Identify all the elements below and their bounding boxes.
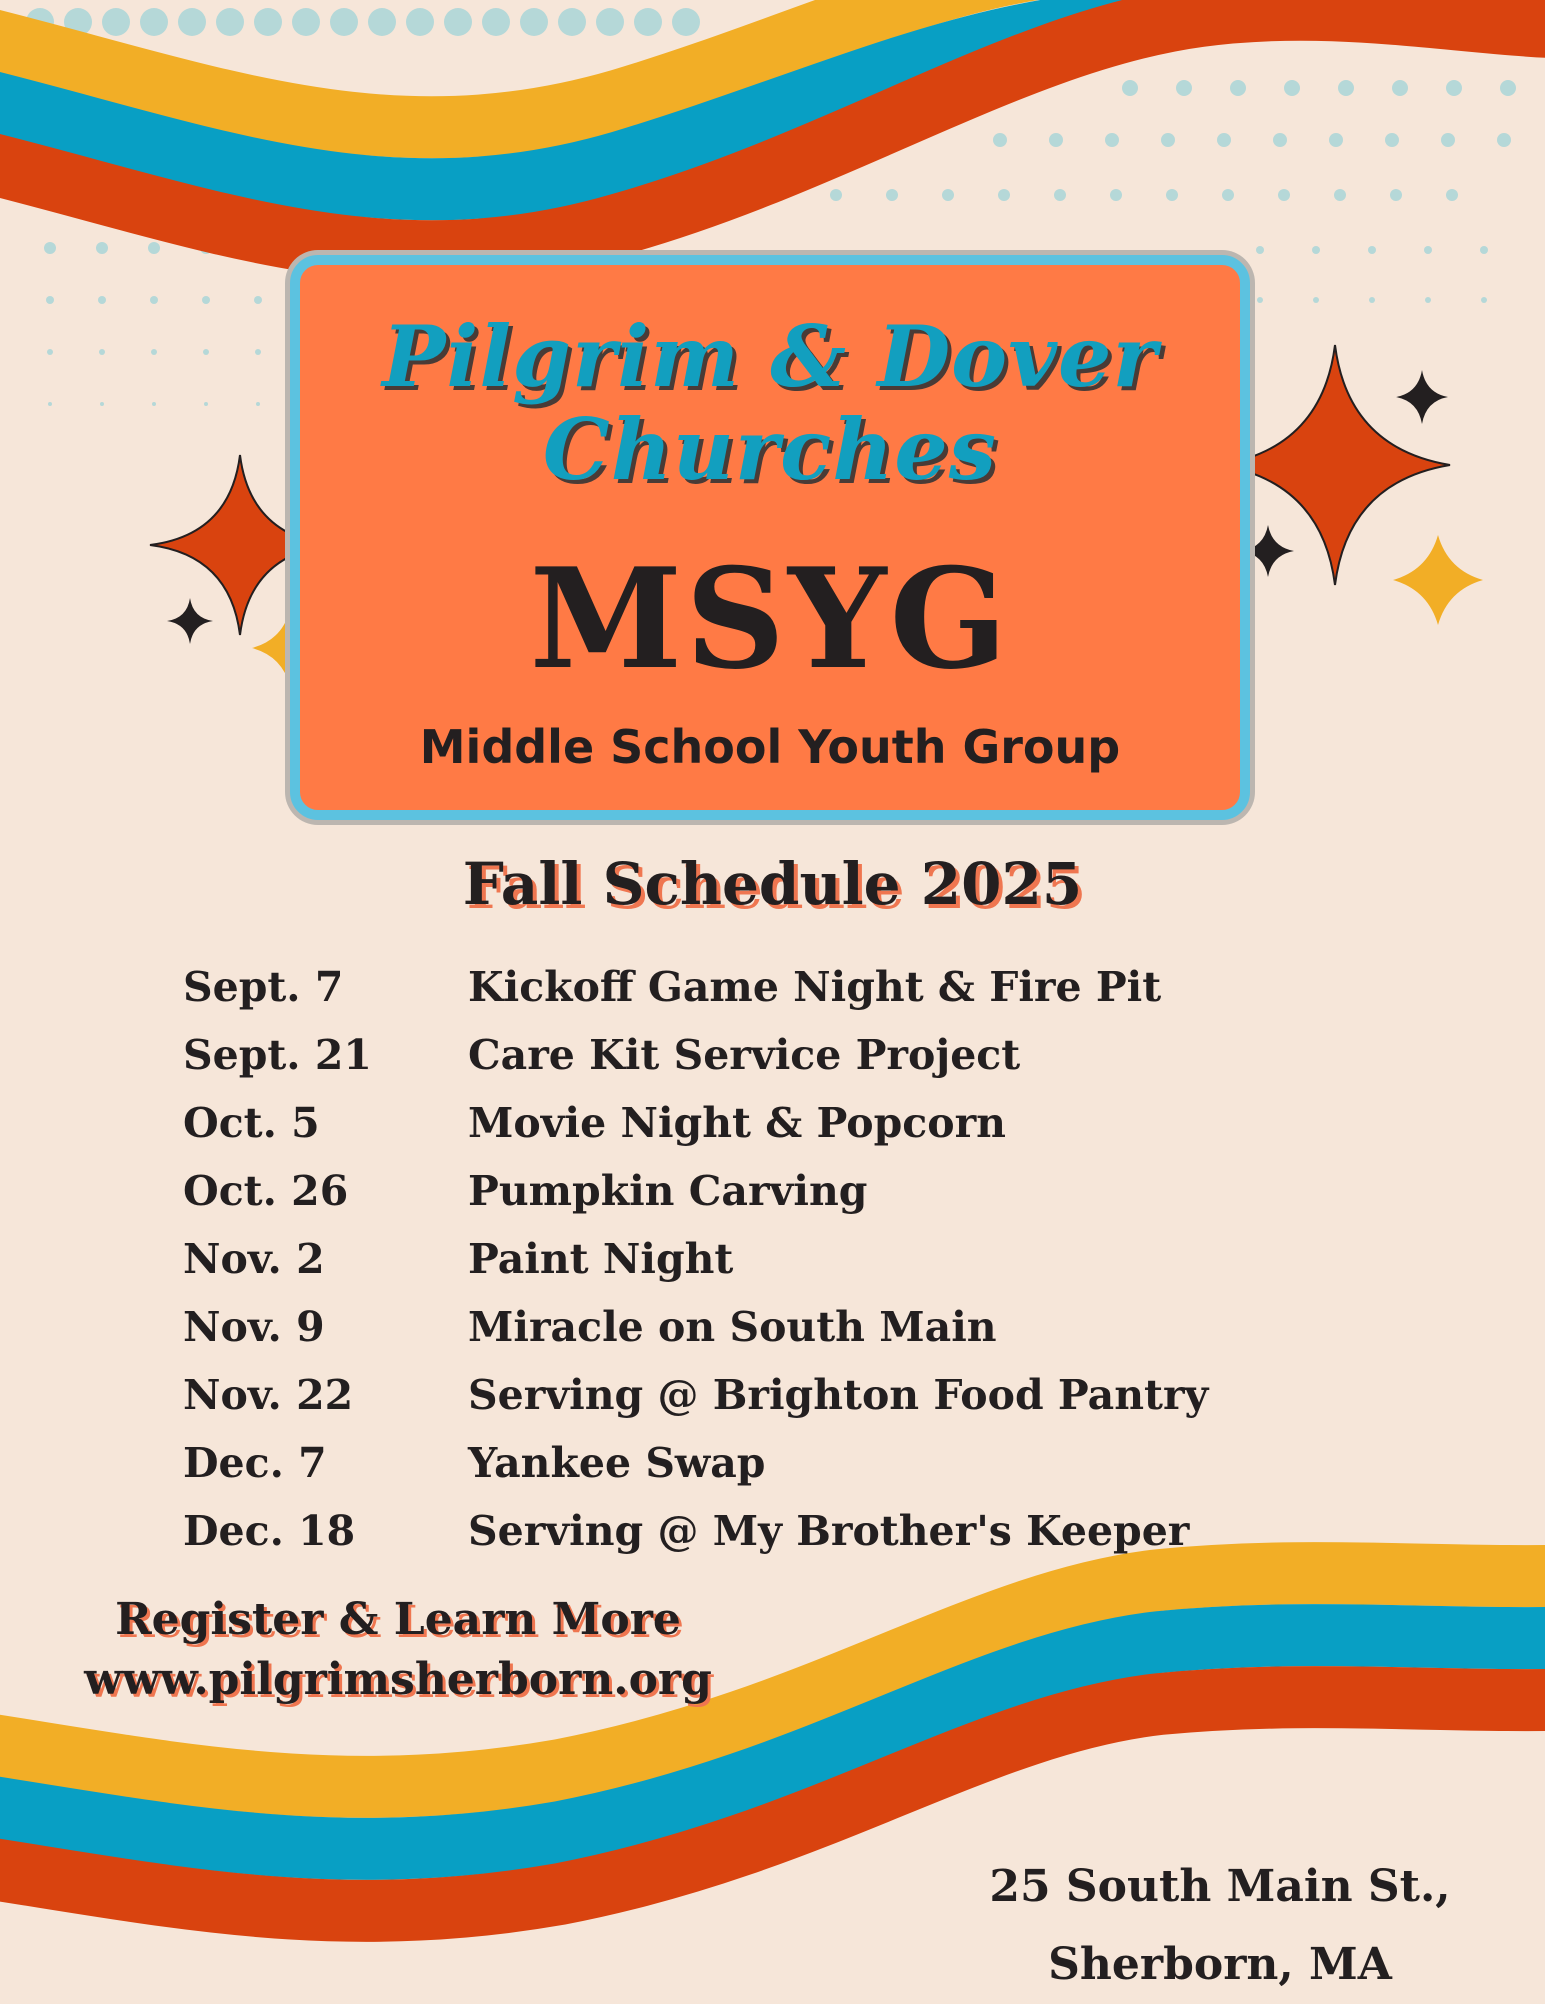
halftone-dot: [1368, 246, 1376, 254]
schedule-event: Movie Night & Popcorn: [468, 1099, 1006, 1147]
website-link[interactable]: www.pilgrimsherborn.org: [84, 1654, 712, 1705]
halftone-dot: [1441, 133, 1455, 147]
halftone-dot: [1166, 189, 1178, 201]
halftone-dot: [1122, 80, 1138, 96]
halftone-dot: [178, 8, 206, 36]
halftone-dot: [444, 8, 472, 36]
halftone-dot: [203, 349, 209, 355]
schedule-event: Yankee Swap: [468, 1439, 766, 1487]
group-subtitle: Middle School Youth Group: [419, 720, 1121, 774]
halftone-dot: [1446, 80, 1462, 96]
schedule-date: Nov. 9: [183, 1303, 325, 1351]
halftone-dot: [830, 189, 842, 201]
halftone-dot: [1329, 133, 1343, 147]
halftone-dot: [520, 8, 548, 36]
schedule-event: Miracle on South Main: [468, 1303, 997, 1351]
halftone-dot: [634, 8, 662, 36]
halftone-dot: [1278, 189, 1290, 201]
halftone-dot: [1480, 246, 1488, 254]
halftone-dot: [1446, 189, 1458, 201]
halftone-dot: [1425, 297, 1431, 303]
halftone-dot: [1049, 133, 1063, 147]
address-block: [960, 1848, 1480, 2004]
halftone-dot: [216, 8, 244, 36]
halftone-dot: [1313, 297, 1319, 303]
schedule-date: Oct. 5: [183, 1099, 320, 1147]
schedule-event: Kickoff Game Night & Fire Pit: [468, 963, 1162, 1011]
halftone-dot: [1230, 80, 1246, 96]
schedule-date: Sept. 7: [183, 963, 344, 1011]
sparkle-right-yellow: [1393, 535, 1483, 625]
halftone-dot: [152, 402, 156, 406]
schedule-title: Fall Schedule 2025: [462, 850, 1083, 918]
halftone-dot: [151, 349, 157, 355]
halftone-dot: [1334, 189, 1346, 201]
halftone-dot: [1390, 189, 1402, 201]
halftone-dot: [292, 8, 320, 36]
halftone-dot: [1176, 80, 1192, 96]
halftone-dot: [46, 296, 54, 304]
halftone-dot: [100, 402, 104, 406]
halftone-dot: [1312, 246, 1320, 254]
sparkle-left-small: [167, 598, 213, 644]
schedule-event: Care Kit Service Project: [468, 1031, 1021, 1079]
schedule-event: Serving @ Brighton Food Pantry: [468, 1371, 1209, 1419]
halftone-dot: [256, 402, 260, 406]
halftone-dot: [140, 8, 168, 36]
halftone-dot: [1369, 297, 1375, 303]
halftone-dot: [993, 133, 1007, 147]
halftone-dot: [1481, 297, 1487, 303]
halftone-dot: [942, 189, 954, 201]
top-wave-stripes: [0, 0, 1545, 251]
halftone-dot: [255, 349, 261, 355]
halftone-dot: [1500, 80, 1516, 96]
halftone-dot: [1222, 189, 1234, 201]
halftone-dot: [254, 8, 282, 36]
halftone-dot: [44, 242, 56, 254]
halftone-dot: [254, 296, 262, 304]
address-city: Sherborn, MA: [1048, 1939, 1392, 1990]
halftone-dot: [1385, 133, 1399, 147]
halftone-dot: [406, 8, 434, 36]
halftone-dot: [596, 8, 624, 36]
schedule-event: Serving @ My Brother's Keeper: [468, 1507, 1190, 1555]
halftone-dot: [1105, 133, 1119, 147]
schedule-date: Dec. 7: [183, 1439, 327, 1487]
schedule-date: Nov. 22: [183, 1371, 354, 1419]
halftone-dot: [102, 8, 130, 36]
halftone-dot: [48, 402, 52, 406]
halftone-dot: [1273, 133, 1287, 147]
halftone-dot: [202, 296, 210, 304]
halftone-dot: [1338, 80, 1354, 96]
schedule-date: Nov. 2: [183, 1235, 325, 1283]
halftone-dot: [96, 242, 108, 254]
halftone-dot: [204, 402, 208, 406]
group-acronym: MSYG: [529, 537, 1011, 700]
halftone-dot: [1110, 189, 1122, 201]
halftone-dot: [148, 242, 160, 254]
halftone-dot: [1161, 133, 1175, 147]
schedule-date: Oct. 26: [183, 1167, 349, 1215]
schedule-date: Dec. 18: [183, 1507, 356, 1555]
halftone-dot: [99, 349, 105, 355]
halftone-dot: [368, 8, 396, 36]
halftone-dot: [98, 296, 106, 304]
halftone-dot: [1497, 133, 1511, 147]
halftone-dot: [1424, 246, 1432, 254]
schedule-event: Pumpkin Carving: [468, 1167, 868, 1215]
halftone-dot: [482, 8, 510, 36]
halftone-dot: [558, 8, 586, 36]
halftone-dot: [1054, 189, 1066, 201]
sparkle-right-dark: [1396, 370, 1448, 424]
halftone-dot: [1284, 80, 1300, 96]
halftone-dot: [1257, 297, 1263, 303]
halftone-dot: [1392, 80, 1408, 96]
halftone-dot: [672, 8, 700, 36]
halftone-dot: [150, 296, 158, 304]
address-street: 25 South Main St.,: [989, 1861, 1451, 1912]
halftone-dot: [886, 189, 898, 201]
register-block: [38, 1590, 758, 1710]
church-name-line2: Churches: [542, 400, 998, 499]
schedule-date: Sept. 21: [183, 1031, 372, 1079]
halftone-dot: [1256, 246, 1264, 254]
halftone-dot: [47, 349, 53, 355]
register-heading: Register & Learn More: [115, 1594, 681, 1645]
schedule-event: Paint Night: [468, 1235, 734, 1283]
title-card: [290, 255, 1250, 820]
halftone-dot: [330, 8, 358, 36]
church-name-line1: Pilgrim & Dover: [382, 307, 1158, 406]
halftone-dot: [998, 189, 1010, 201]
halftone-dot: [1217, 133, 1231, 147]
